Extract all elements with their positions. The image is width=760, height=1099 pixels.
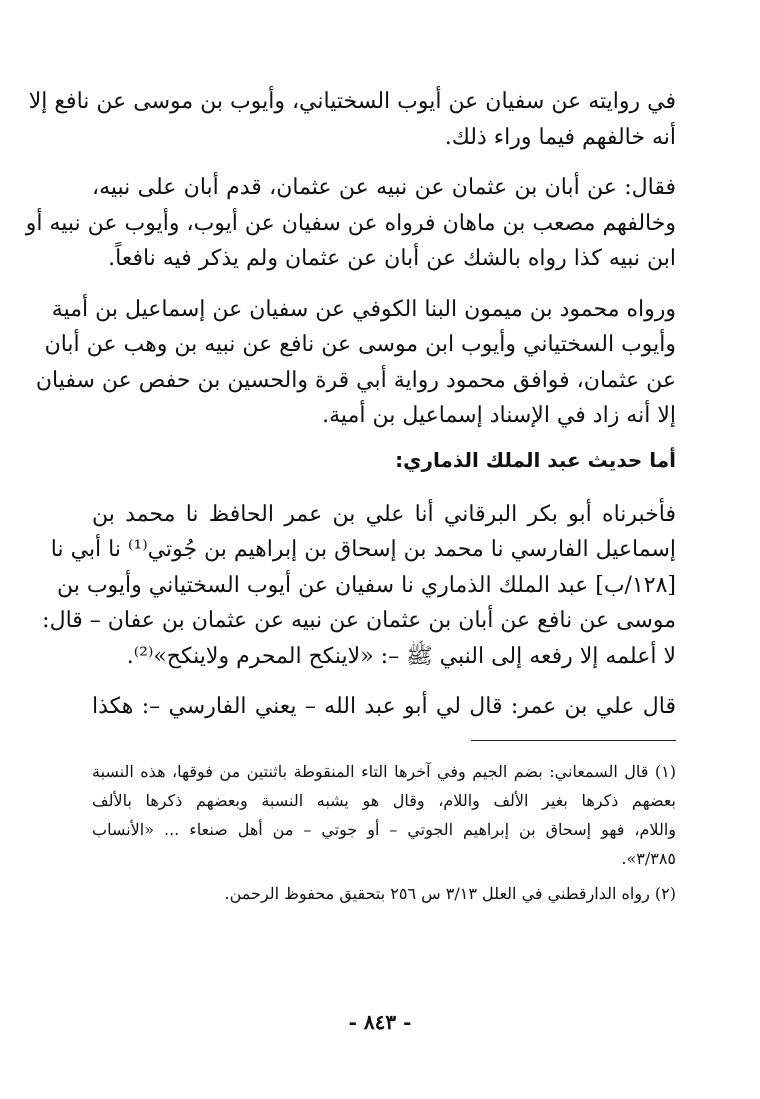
narration-paragraph <box>42 497 676 675</box>
footnote-1 <box>92 757 676 873</box>
footnote-line: بعضهم ذكرها بغير الألف واللام، وقال هو يشبه النسبة وبعضهم ذكرها بالألف <box>92 790 676 810</box>
text-line: وخالفهم مصعب بن ماهان فرواه عن سفيان عن أيوب، وأيوب عن نبيه أو <box>25 210 676 236</box>
text-line: وأيوب السختياني وأيوب ابن موسى عن نافع عن نبيه بن وهب عن أبان <box>44 332 676 357</box>
text-line: إلا أنه زاد في الإسناد إسماعيل بن أمية. <box>322 403 676 428</box>
footnote-line: (٢) رواه الدارقطني في العلل ٣/١٣ س ٢٥٦ بتحقيق محفوظ الرحمن. <box>224 883 676 903</box>
closing-paragraph <box>92 689 676 725</box>
text-line: في روايته عن سفيان عن أيوب السختياني، وأيوب بن موسى عن نافع إلا <box>28 89 676 114</box>
text-line: قال علي بن عمر: قال لي أبو عبد الله – يعني الفارسي –: هكذا <box>92 694 676 719</box>
page-body <box>25 84 676 908</box>
text-line: عن عثمان، فوافق محمود رواية أبي قرة والحسين بن حفص عن سفيان <box>35 367 676 393</box>
text-line: [١٢٨/ب] عبد الملك الذماري نا سفيان عن أيوب السختياني وأيوب بن <box>56 572 676 598</box>
paragraph-1 <box>28 84 676 155</box>
text-line: ورواه محمود بن ميمون البنا الكوفي عن سفيان عن إسماعيل بن أمية <box>51 296 676 322</box>
page-number: - ٨٤٣ - <box>348 1010 412 1034</box>
paragraph-2 <box>25 170 676 277</box>
text-line: ابن نبيه كذا رواه بالشك عن أبان عن عثمان ولم يذكر فيه نافعاً. <box>108 246 676 271</box>
text-line: فأخبرناه أبو بكر البرقاني أنا علي بن عمر الحافظ نا محمد بن <box>92 501 676 527</box>
text-line: أنه خالفهم فيما وراء ذلك. <box>444 124 676 150</box>
text-line: فقال: عن أبان بن عثمان عن نبيه عن عثمان، قدم أبان على نبيه، <box>92 175 676 200</box>
text-line: لا أعلمه إلا رفعه إلى النبي ﷺ –: «لاينكح المحرم ولاينكح»⁽²⁾. <box>126 643 676 669</box>
footnotes <box>92 757 676 908</box>
section-heading: أما حديث عبد الملك الذماري: <box>395 447 676 472</box>
footnote-divider <box>471 740 676 741</box>
footnote-line: ٣/٣٨٥». <box>621 848 676 868</box>
text-line: موسى عن نافع عن أبان بن عثمان عن نبيه عن عثمان بن عفان – قال: <box>42 608 676 633</box>
text-line: إسماعيل الفارسي نا محمد بن إسحاق بن إبراهيم بن جُوتي⁽¹⁾ نا أبي نا <box>50 537 676 562</box>
footnote-line: (١) قال السمعاني: بضم الجيم وفي آخرها التاء المنقوطة باثنتين من فوقها، هذه النسبة <box>92 761 676 781</box>
footnote-2 <box>92 879 676 908</box>
footnote-line: واللام، فهو إسحاق بن إبراهيم الجوتي – أو جوتي – من أهل صنعاء ... «الأنساب <box>92 819 676 839</box>
paragraph-3 <box>35 292 676 434</box>
